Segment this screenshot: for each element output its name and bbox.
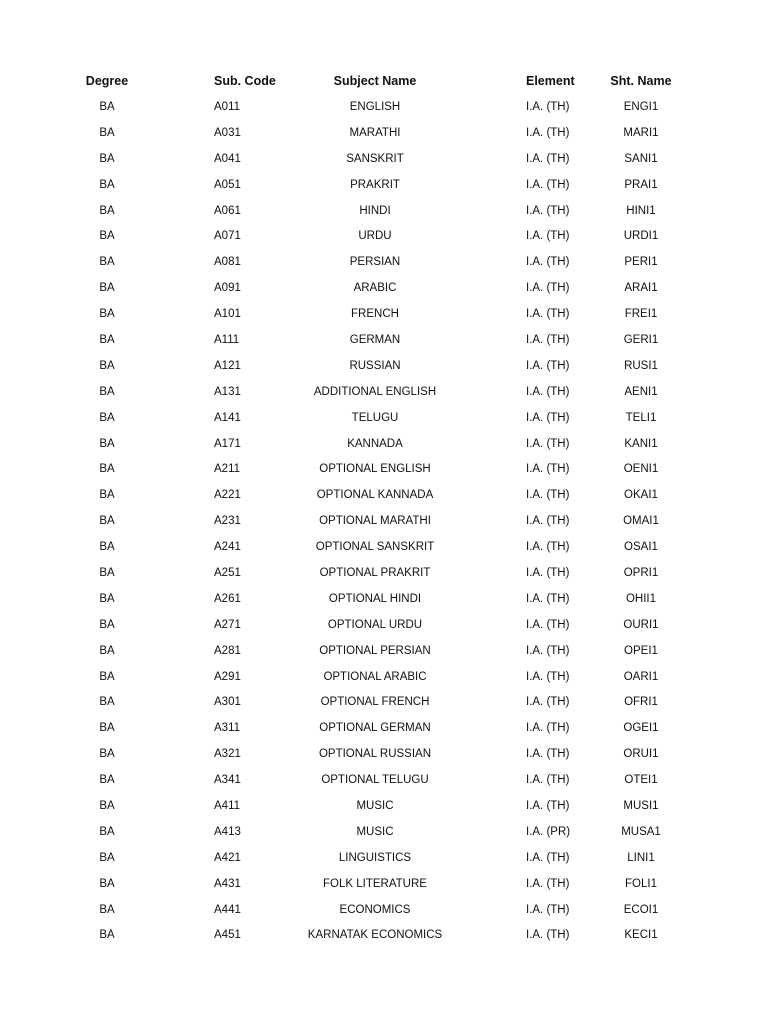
cell-subject-name: OPTIONAL ENGLISH [319, 463, 431, 476]
cell-subject-name: OPTIONAL TELUGU [321, 774, 429, 787]
cell-subject-name: RUSSIAN [349, 359, 401, 372]
cell-degree: BA [99, 566, 115, 579]
cell-element: I.A. (TH) [526, 748, 570, 761]
cell-degree: BA [99, 463, 115, 476]
table-row [0, 223, 746, 249]
cell-degree: BA [99, 308, 115, 321]
cell-element: I.A. (TH) [526, 774, 570, 787]
cell-degree: BA [99, 515, 115, 528]
cell-sub-code: A041 [214, 152, 241, 165]
cell-element: I.A. (TH) [526, 152, 570, 165]
table-row [0, 819, 746, 845]
cell-degree: BA [99, 126, 115, 139]
column-header-sub-code: Sub. Code [214, 74, 276, 88]
table-row [0, 715, 746, 741]
cell-degree: BA [99, 722, 115, 735]
cell-sht-name: SANI1 [624, 152, 658, 165]
table-row [0, 612, 746, 638]
cell-sub-code: A061 [214, 204, 241, 217]
cell-degree: BA [99, 929, 115, 942]
column-header-degree: Degree [85, 74, 129, 88]
cell-element: I.A. (TH) [526, 463, 570, 476]
cell-subject-name: SANSKRIT [346, 152, 404, 165]
table-row [0, 560, 746, 586]
cell-sht-name: KANI1 [624, 437, 658, 450]
cell-subject-name: OPTIONAL MARATHI [319, 515, 431, 528]
cell-sht-name: LINI1 [627, 851, 655, 864]
cell-sub-code: A411 [214, 799, 241, 812]
cell-subject-name: OPTIONAL FRENCH [320, 696, 430, 709]
cell-subject-name: OPTIONAL PERSIAN [319, 644, 431, 657]
cell-subject-name: ADDITIONAL ENGLISH [313, 385, 437, 398]
cell-subject-name: OPTIONAL SANSKRIT [315, 541, 435, 554]
cell-element: I.A. (TH) [526, 411, 570, 424]
table-row [0, 431, 746, 457]
table-row [0, 405, 746, 431]
cell-sht-name: OPEI1 [624, 644, 658, 657]
cell-sub-code: A413 [214, 825, 241, 838]
cell-degree: BA [99, 359, 115, 372]
table-row [0, 845, 746, 871]
table-header-row [0, 68, 746, 94]
cell-element: I.A. (TH) [526, 722, 570, 735]
table-row [0, 508, 746, 534]
cell-element: I.A. (TH) [526, 851, 570, 864]
cell-degree: BA [99, 152, 115, 165]
table-row [0, 353, 746, 379]
cell-sht-name: GERI1 [623, 333, 659, 346]
table-body [0, 94, 746, 948]
cell-subject-name: OPTIONAL KANNADA [316, 489, 434, 502]
cell-subject-name: GERMAN [349, 333, 401, 346]
cell-sht-name: PRAI1 [624, 178, 658, 191]
cell-sht-name: MUSA1 [621, 825, 661, 838]
cell-element: I.A. (TH) [526, 592, 570, 605]
cell-degree: BA [99, 644, 115, 657]
cell-sht-name: OGEI1 [623, 722, 659, 735]
cell-element: I.A. (TH) [526, 126, 570, 139]
table-row [0, 482, 746, 508]
table-row [0, 249, 746, 275]
table-row [0, 638, 746, 664]
cell-degree: BA [99, 411, 115, 424]
cell-sht-name: URDI1 [623, 230, 659, 243]
cell-degree: BA [99, 799, 115, 812]
table-row [0, 767, 746, 793]
table-row [0, 741, 746, 767]
cell-sub-code: A081 [214, 256, 241, 269]
cell-sub-code: A171 [214, 437, 241, 450]
column-header-element: Element [526, 74, 575, 88]
cell-sub-code: A261 [214, 592, 241, 605]
cell-sht-name: HINI1 [626, 204, 656, 217]
cell-element: I.A. (TH) [526, 178, 570, 191]
cell-subject-name: OPTIONAL HINDI [328, 592, 422, 605]
cell-degree: BA [99, 774, 115, 787]
cell-element: I.A. (TH) [526, 256, 570, 269]
cell-degree: BA [99, 851, 115, 864]
cell-sub-code: A071 [214, 230, 241, 243]
cell-subject-name: PERSIAN [349, 256, 401, 269]
cell-sht-name: FOLI1 [625, 877, 657, 890]
cell-sht-name: TELI1 [625, 411, 657, 424]
cell-sub-code: A421 [214, 851, 241, 864]
cell-sub-code: A341 [214, 774, 241, 787]
cell-degree: BA [99, 670, 115, 683]
table-row [0, 379, 746, 405]
cell-sht-name: PERI1 [624, 256, 658, 269]
cell-element: I.A. (TH) [526, 877, 570, 890]
cell-sht-name: ENGI1 [623, 100, 659, 113]
cell-element: I.A. (TH) [526, 696, 570, 709]
table-row [0, 923, 746, 949]
cell-element: I.A. (PR) [526, 825, 571, 838]
cell-element: I.A. (TH) [526, 929, 570, 942]
cell-subject-name: MARATHI [349, 126, 401, 139]
cell-element: I.A. (TH) [526, 282, 570, 295]
cell-sht-name: MARI1 [623, 126, 659, 139]
cell-degree: BA [99, 256, 115, 269]
cell-element: I.A. (TH) [526, 333, 570, 346]
cell-element: I.A. (TH) [526, 618, 570, 631]
cell-element: I.A. (TH) [526, 437, 570, 450]
cell-sub-code: A121 [214, 359, 241, 372]
table-row [0, 689, 746, 715]
cell-sub-code: A131 [214, 385, 241, 398]
cell-degree: BA [99, 541, 115, 554]
cell-subject-name: ENGLISH [349, 100, 401, 113]
cell-sht-name: OKAI1 [624, 489, 658, 502]
cell-element: I.A. (TH) [526, 903, 570, 916]
cell-sub-code: A231 [214, 515, 241, 528]
cell-sub-code: A251 [214, 566, 241, 579]
cell-degree: BA [99, 592, 115, 605]
cell-element: I.A. (TH) [526, 489, 570, 502]
cell-subject-name: TELUGU [351, 411, 399, 424]
cell-degree: BA [99, 230, 115, 243]
cell-subject-name: MUSIC [356, 799, 394, 812]
cell-degree: BA [99, 877, 115, 890]
table-row [0, 301, 746, 327]
cell-degree: BA [99, 178, 115, 191]
table-row [0, 586, 746, 612]
table-row [0, 120, 746, 146]
cell-degree: BA [99, 437, 115, 450]
table-row [0, 275, 746, 301]
cell-subject-name: KANNADA [347, 437, 403, 450]
cell-subject-name: ECONOMICS [339, 903, 411, 916]
cell-sht-name: AENI1 [624, 385, 658, 398]
cell-element: I.A. (TH) [526, 359, 570, 372]
table-row [0, 198, 746, 224]
column-header-sht-name: Sht. Name [610, 74, 672, 88]
table-row [0, 327, 746, 353]
cell-element: I.A. (TH) [526, 670, 570, 683]
cell-sub-code: A431 [214, 877, 241, 890]
cell-sub-code: A141 [214, 411, 241, 424]
cell-element: I.A. (TH) [526, 230, 570, 243]
table-row [0, 664, 746, 690]
cell-sub-code: A051 [214, 178, 241, 191]
table-row [0, 456, 746, 482]
cell-degree: BA [99, 903, 115, 916]
cell-sht-name: RUSI1 [624, 359, 658, 372]
cell-sht-name: OENI1 [623, 463, 659, 476]
cell-degree: BA [99, 489, 115, 502]
cell-sub-code: A011 [214, 100, 241, 113]
cell-sub-code: A301 [214, 696, 241, 709]
cell-sub-code: A281 [214, 644, 241, 657]
subject-code-sheet [0, 68, 768, 948]
subject-table [0, 68, 746, 948]
cell-sht-name: ARAI1 [624, 282, 658, 295]
cell-subject-name: KARNATAK ECONOMICS [307, 929, 443, 942]
cell-element: I.A. (TH) [526, 541, 570, 554]
cell-element: I.A. (TH) [526, 385, 570, 398]
cell-sht-name: MUSI1 [623, 799, 659, 812]
cell-sub-code: A311 [214, 722, 241, 735]
cell-subject-name: OPTIONAL GERMAN [319, 722, 431, 735]
cell-degree: BA [99, 696, 115, 709]
column-header-subject-name: Subject Name [333, 74, 417, 88]
cell-sht-name: OMAI1 [623, 515, 659, 528]
cell-subject-name: PRAKRIT [350, 178, 400, 191]
cell-subject-name: OPTIONAL RUSSIAN [318, 748, 432, 761]
cell-sht-name: OPRI1 [623, 566, 659, 579]
cell-sht-name: ORUI1 [623, 748, 659, 761]
cell-subject-name: FRENCH [351, 308, 399, 321]
cell-sub-code: A441 [214, 903, 241, 916]
cell-degree: BA [99, 825, 115, 838]
cell-degree: BA [99, 204, 115, 217]
cell-element: I.A. (TH) [526, 566, 570, 579]
cell-sub-code: A271 [214, 618, 241, 631]
cell-sub-code: A241 [214, 541, 241, 554]
table-row [0, 94, 746, 120]
cell-degree: BA [99, 282, 115, 295]
cell-sht-name: OTEI1 [624, 774, 658, 787]
cell-subject-name: OPTIONAL URDU [327, 618, 423, 631]
cell-sht-name: OHII1 [625, 592, 657, 605]
cell-element: I.A. (TH) [526, 644, 570, 657]
cell-sub-code: A211 [214, 463, 241, 476]
table-row [0, 897, 746, 923]
cell-sub-code: A291 [214, 670, 241, 683]
cell-subject-name: FOLK LITERATURE [323, 877, 427, 890]
cell-element: I.A. (TH) [526, 799, 570, 812]
cell-sht-name: OARI1 [623, 670, 659, 683]
cell-element: I.A. (TH) [526, 308, 570, 321]
cell-subject-name: URDU [358, 230, 392, 243]
cell-sht-name: KECI1 [624, 929, 658, 942]
cell-subject-name: OPTIONAL ARABIC [323, 670, 427, 683]
cell-sub-code: A101 [214, 308, 241, 321]
cell-sht-name: OFRI1 [624, 696, 658, 709]
cell-element: I.A. (TH) [526, 515, 570, 528]
table-row [0, 172, 746, 198]
cell-subject-name: MUSIC [356, 825, 394, 838]
cell-sub-code: A031 [214, 126, 241, 139]
cell-subject-name: LINGUISTICS [338, 851, 412, 864]
cell-sht-name: OSAI1 [624, 541, 658, 554]
cell-sub-code: A111 [214, 333, 240, 346]
cell-degree: BA [99, 333, 115, 346]
table-row [0, 534, 746, 560]
table-row [0, 871, 746, 897]
table-row [0, 793, 746, 819]
cell-degree: BA [99, 748, 115, 761]
cell-element: I.A. (TH) [526, 204, 570, 217]
cell-element: I.A. (TH) [526, 100, 570, 113]
cell-sub-code: A451 [214, 929, 241, 942]
cell-degree: BA [99, 100, 115, 113]
cell-degree: BA [99, 618, 115, 631]
cell-sht-name: OURI1 [623, 618, 659, 631]
cell-sht-name: ECOI1 [623, 903, 659, 916]
cell-sht-name: FREI1 [624, 308, 658, 321]
cell-degree: BA [99, 385, 115, 398]
cell-sub-code: A221 [214, 489, 241, 502]
cell-sub-code: A321 [214, 748, 241, 761]
cell-subject-name: OPTIONAL PRAKRIT [319, 566, 431, 579]
cell-subject-name: HINDI [359, 204, 391, 217]
cell-sub-code: A091 [214, 282, 241, 295]
cell-subject-name: ARABIC [353, 282, 397, 295]
table-row [0, 146, 746, 172]
